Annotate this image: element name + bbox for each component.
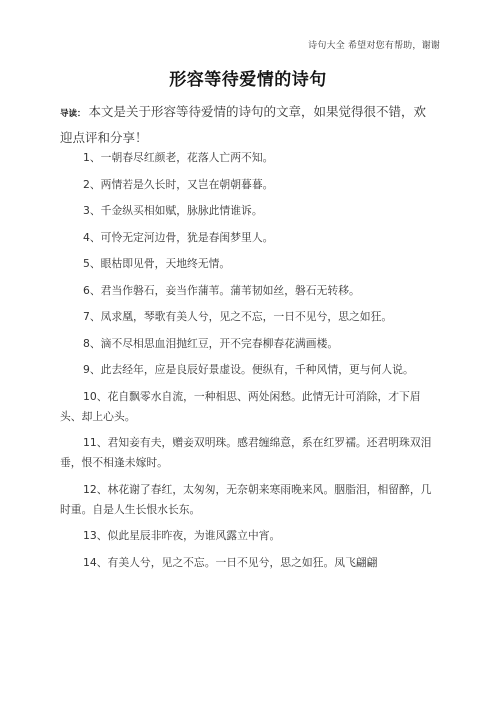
poem-item: 6、君当作磐石，妾当作蒲苇。蒲苇韧如丝，磐石无转移。 bbox=[83, 283, 360, 297]
intro-paragraph bbox=[60, 100, 436, 149]
page-header: 诗句大全 希望对您有帮助，谢谢 bbox=[308, 41, 440, 51]
poem-item: 2、两情若是久长时，又岂在朝朝暮暮。 bbox=[83, 177, 274, 191]
page-title: 形容等待爱情的诗句 bbox=[169, 70, 327, 90]
poem-item: 7、凤求凰，琴歌有美人兮，见之不忘，一日不见兮，思之如狂。 bbox=[83, 310, 393, 323]
poem-item: 1、一朝春尽红颜老，花落人亡两不知。 bbox=[83, 151, 274, 164]
poem-item: 14、有美人兮，见之不忘。一日不见兮，思之如狂。凤飞翩翩 bbox=[83, 555, 378, 569]
intro-text: 本文是关于形容等待爱情的诗句的文章，如果觉得很不错，欢迎点评和分享！ bbox=[60, 104, 427, 145]
poem-item: 4、可怜无定河边骨，犹是春闺梦里人。 bbox=[83, 230, 274, 244]
poem-item: 5、眼枯即见骨，天地终无情。 bbox=[83, 257, 231, 270]
intro-label: 导读： bbox=[60, 109, 86, 119]
poem-item: 12、林花谢了春红，太匆匆，无奈朝来寒雨晚来风。胭脂泪，相留醉，几时重。自是人生长恨水长东。 bbox=[60, 482, 432, 516]
poem-item: 8、滴不尽相思血泪抛红豆，开不完春柳春花满画楼。 bbox=[83, 336, 339, 350]
poem-item: 9、此去经年，应是良辰好景虚设。便纵有，千种风情，更与何人说。 bbox=[83, 363, 414, 376]
poem-list bbox=[60, 148, 438, 579]
poem-item: 3、千金纵买相如赋，脉脉此情谁诉。 bbox=[83, 204, 263, 217]
poem-item: 11、君知妾有夫，赠妾双明珠。感君缠绵意，系在红罗襦。还君明珠双泪垂，恨不相逢未嫁时。 bbox=[60, 436, 432, 469]
poem-item: 10、花自飘零水自流，一种相思、两处闲愁。此情无计可消除，才下眉头、却上心头。 bbox=[60, 389, 421, 423]
poem-item: 13、似此星辰非昨夜，为谁风露立中宵。 bbox=[83, 529, 281, 542]
